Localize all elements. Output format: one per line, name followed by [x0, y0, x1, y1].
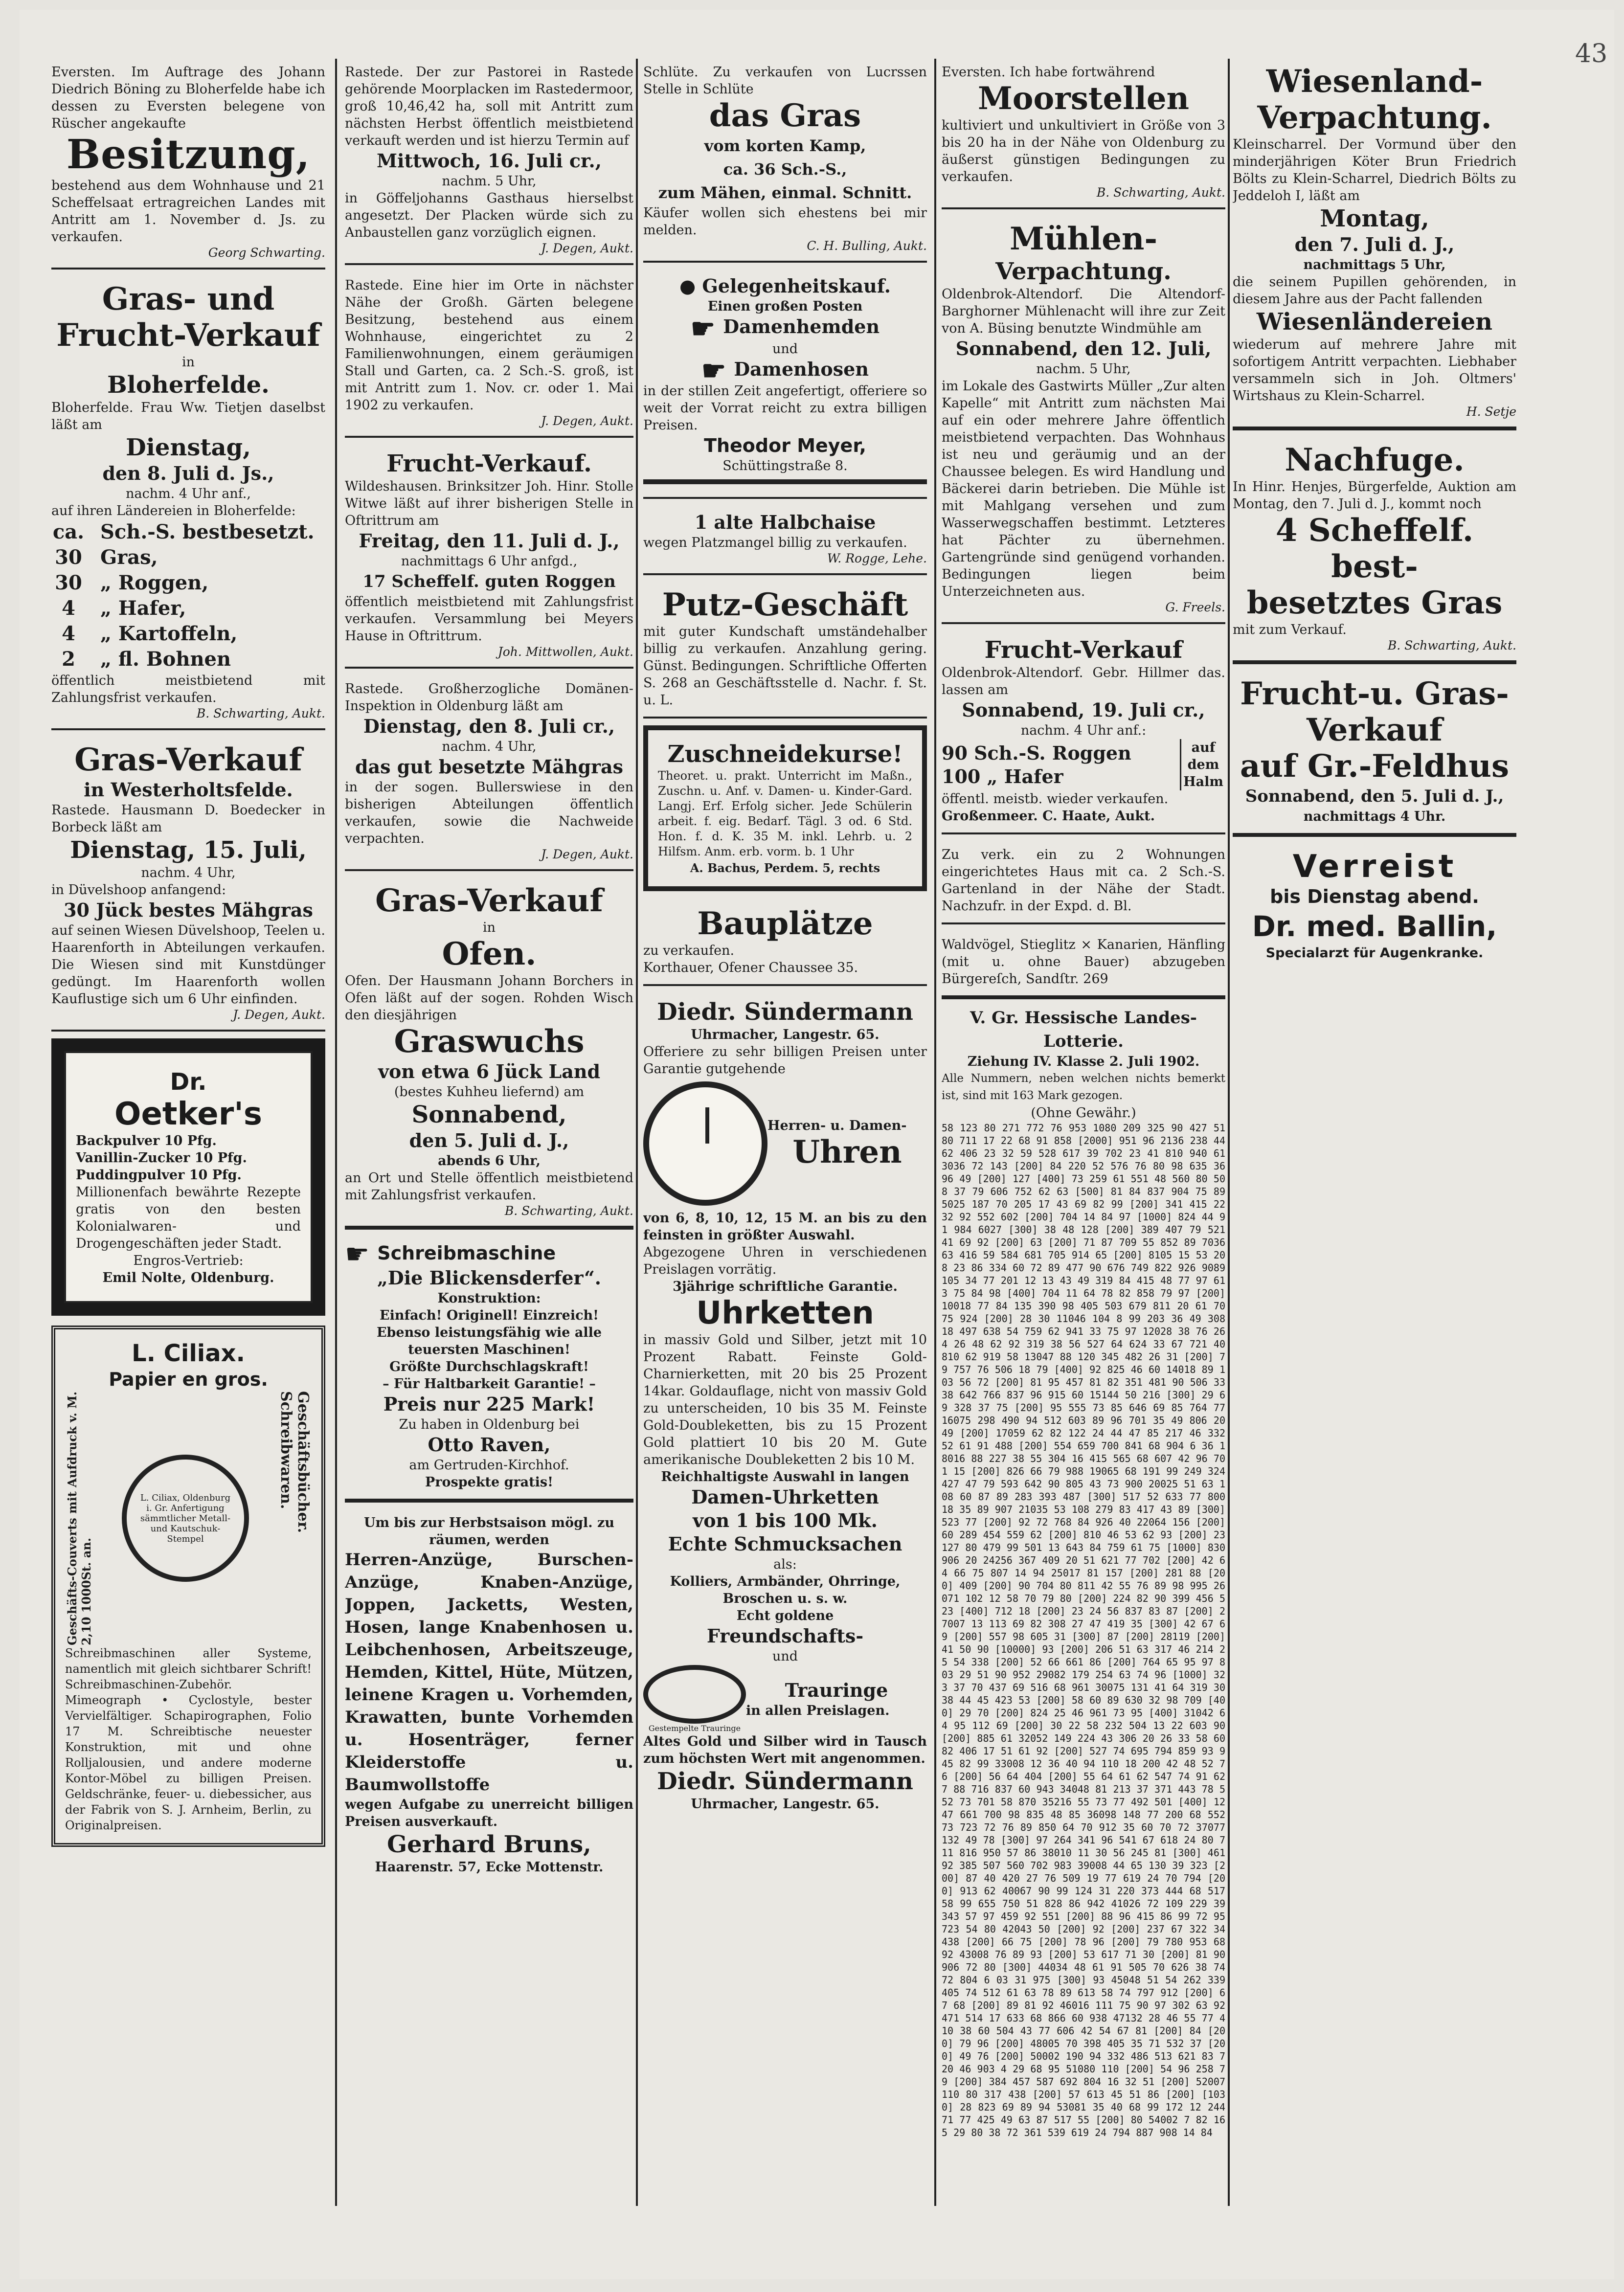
- ad-address: Haarenstr. 57, Ecke Mottenstr.: [375, 1859, 604, 1875]
- ad-place: Ofen.: [442, 936, 537, 972]
- ad-dr-oetker: [51, 1038, 325, 1316]
- ad-text: Offeriere zu sehr billigen Preisen unter Garantie gutgehende: [643, 1044, 927, 1077]
- pointing-hand-icon: ☛: [690, 312, 716, 345]
- ad-text: im Lokale des Gastwirts Müller „Zur alten Kapelle“ mit Antritt zum nächsten Mai auf ein oder mehrere Jahre öffentlich meistbietend verpachten. Das Wohnhaus ist neu und geräumig und an der Chaussee belegen. Es wird Handlung und Bäckerei darin betrieben. Die Mühle ist mit Mahlgang versehen und zum Wasserwegschaffen bestimmt. Letzteres hat Pächter zu übernehmen. Gartengründe sind genügend vorhanden. Bedingungen liegen beim Unterzeichneten aus.: [942, 379, 1225, 599]
- ad-name: Gerhard Bruns,: [387, 1830, 591, 1858]
- pointing-hand-icon: ☛: [345, 1238, 370, 1270]
- ad-text: Abgezogene Uhren in verschiedenen Preislagen vorrätig.: [643, 1245, 927, 1277]
- ad-item: 90 Sch.-S. Roggen: [942, 742, 1131, 764]
- ad-date: Dienstag, den 8. Juli cr.,: [363, 715, 615, 737]
- ad-signature: B. Schwarting, Aukt.: [1096, 185, 1225, 200]
- item-quantity: 2: [62, 648, 75, 671]
- ad-headline: Frucht-Verkauf: [56, 317, 320, 354]
- ad-maehgras-domaenen: [345, 675, 633, 871]
- oetker-card: [64, 1051, 313, 1303]
- ad-subheadline: ca. 36 Sch.-S.,: [723, 160, 847, 179]
- item-row: [643, 312, 927, 345]
- ad-signature: H. Setje: [1466, 404, 1516, 419]
- item-quantity: ca. 30: [52, 520, 85, 569]
- ad-text: Rastede. Der zur Pastorei in Rastede gehörende Moorplacken im Rastedermoor, groß 10,46,42 ha, soll mit Antritt zum nächsten Herbst öffentlich meistbietend verkauft werden und ist hierzu Termin auf: [345, 65, 633, 148]
- ad-text: zu verkaufen.: [643, 943, 735, 958]
- ad-time: nachmittags 4 Uhr.: [1303, 809, 1446, 824]
- ad-date: Sonnabend, den 12. Juli,: [955, 337, 1212, 360]
- ad-headline: Putz-Geschäft: [662, 586, 908, 623]
- ciliax-stamp: [98, 1455, 272, 1582]
- item-row: [51, 596, 325, 621]
- frucht-rows: [942, 739, 1225, 790]
- ad-headline: Uhrketten: [696, 1295, 874, 1331]
- ad-text: Konstruktion:: [437, 1290, 541, 1306]
- ad-gerhard-bruns: [345, 1509, 633, 1884]
- ad-text: (bestes Kuhheu liefernd) am: [394, 1084, 585, 1100]
- ad-name: Theodor Meyer,: [704, 435, 866, 456]
- ad-text: in massiv Gold und Silber, jetzt mit 10 Prozent Rabatt. Feinste Gold-Charnierketten, mit 20 bis 25 Prozent 14kar. Goldauflage, nicht von massiv Gold zu unterscheiden, 10 bis 35 M. Feinste Gold-Doubleketten, bis zu 15 Prozent Gold plattiert 10 bis 20 M. Gute amerikanische Doubleketten 2 bis 10 M.: [643, 1332, 927, 1467]
- column-rule: [1228, 59, 1230, 2206]
- ad-signature: C. H. Bulling, Aukt.: [807, 239, 927, 253]
- ad-headline: Verpachtung.: [995, 258, 1172, 285]
- oetker-product: Backpulver 10 Pfg.: [76, 1133, 217, 1148]
- ad-text: bestehend aus dem Wohnhause und 21 Scheffelsaat ertragreichen Landes mit Antritt am 1. November d. Js. zu verkaufen.: [51, 178, 325, 245]
- ad-text: an Ort und Stelle öffentlich meistbietend mit Zahlungsfrist verkaufen.: [345, 1170, 633, 1203]
- trauringe-label: [746, 1679, 927, 1719]
- ad-address: Schüttingstraße 8.: [722, 458, 848, 473]
- ad-verreist-ballin: [1233, 844, 1516, 969]
- ad-text: Eversten. Im Auftrage des Johann Diedrich Böning zu Bloherfelde habe ich dessen zu Eversten belegene von Rüscher angekaufte: [51, 65, 325, 131]
- ring-text: Gestempelte Trauringe: [648, 1724, 741, 1733]
- ad-text: Oldenbrok-Altendorf. Die Altendorf-Barghorner Mühlenacht will ihre zur Zeit von A. Büsing benutzte Windmühle am: [942, 287, 1225, 336]
- ad-text: Echt goldene: [736, 1608, 834, 1623]
- ad-headline: Verkauf: [1306, 712, 1443, 748]
- ad-text: Altes Gold und Silber wird in Tausch zum höchsten Wert mit angenommen.: [643, 1734, 927, 1766]
- ad-signature: B. Schwarting, Aukt.: [1387, 638, 1516, 652]
- ad-headline: Mühlen-: [1009, 221, 1158, 257]
- ad-day: Montag,: [1320, 205, 1429, 232]
- ad-gras-verkauf-ofen: [345, 878, 633, 1230]
- ad-item: Trauringe: [785, 1679, 888, 1701]
- ad-moorstellen: [942, 59, 1225, 209]
- ad-date: Freitag, den 11. Juli d. J.,: [359, 530, 620, 552]
- ciliax-subtitle: Papier en gros.: [109, 1369, 268, 1390]
- ad-text: Reichhaltigste Auswahl in langen: [661, 1469, 909, 1484]
- oetker-product: Vanillin-Zucker 10 Pfg.: [76, 1150, 247, 1166]
- ad-putz-geschaeft: [643, 582, 927, 719]
- oetker-title: Oetker's: [114, 1096, 262, 1132]
- ciliax-text: Schreibmaschinen aller Systeme, namentlich mit gleich sichtbarer Schrift! Schreibmaschinen-Zubehör. Mimeograph • Cyclostyle, bester Vervielfältiger. Schapirographen, Folio 17 M. Schreibtische neuester Konstruktion, mit und ohne Rolljalousien, und andere moderne Kontor-Möbel zu billigen Preisen. Geldschränke, feuer- u. diebessicher, aus der Fabrik von S. J. Arnheim, Berlin, zu Originalpreisen.: [65, 1646, 312, 1832]
- ad-text: die seinem Pupillen gehörenden, in diesem Jahre aus der Pacht fallenden: [1233, 274, 1516, 307]
- ad-signature: G. Freels.: [1165, 600, 1225, 614]
- ad-headline: Besitzung,: [66, 131, 311, 178]
- ad-text: öffentl. meistb. wieder verkaufen.: [942, 791, 1169, 807]
- ad-signature: B. Schwarting, Aukt.: [504, 1204, 633, 1218]
- ad-address: Uhrmacher, Langestr. 65.: [691, 1797, 880, 1812]
- ad-text: wegen Platzmangel billig zu verkaufen.: [643, 535, 907, 550]
- item-row: [51, 647, 325, 672]
- ad-signature: Korthauer, Ofener Chaussee 35.: [643, 960, 858, 975]
- ad-highlight: besetztes Gras: [1246, 584, 1503, 621]
- uhren-label: [767, 1117, 927, 1170]
- ad-signature: Joh. Mittwollen, Aukt.: [497, 645, 633, 659]
- ad-item: Damenhosen: [734, 358, 869, 380]
- ad-blickensderfer: [345, 1236, 633, 1503]
- ad-time: nachm. 5 Uhr,: [442, 174, 537, 189]
- ad-signature: J. Degen, Aukt.: [541, 414, 633, 428]
- ad-subheadline: vom korten Kamp,: [704, 136, 866, 155]
- column-1: [51, 59, 325, 1847]
- item-list: [51, 519, 325, 672]
- ad-text: Zu verk. ein zu 2 Wohnungen eingerichtetes Haus mit ca. 2 Sch.-S. Gartenland in der Nähe der Stadt. Nachzufr. in der Expd. d. Bl.: [942, 847, 1225, 914]
- ad-address: am Gertruden-Kirchhof.: [409, 1457, 569, 1473]
- lottery-numbers: 58 123 80 271 772 76 953 1080 209 325 90 427 51 80 711 17 22 68 91 858 [2000] 951 96 2136 238 44 62 406 23 32 59 528 617 39 702 23 41 810 940 61 3036 72 143 [200] 84 220 52 576 76 80 98 635 36 96 49 [200] 127 [400] 73 259 61 551 48 560 80 508 37 79 606 752 62 63 [500] 81 84 837 904 75 89 5025 187 70 205 17 43 69 82 99 [200] 341 415 22 32 92 552 602 [200] 704 14 84 97 [1000] 824 44 91 984 6027 [300] 38 48 128 [200] 389 407 79 521 41 69 92 [200] 63 [200] 71 87 709 55 852 89 7036 63 416 59 584 681 705 914 65 [200] 8105 15 53 208 23 86 334 60 72 89 477 90 676 749 822 926 9089 105 34 77 201 12 13 43 49 319 84 415 48 77 97 613 75 84 98 [400] 704 11 64 78 82 858 79 97 [200] 10018 77 84 135 390 98 405 503 679 811 20 61 70 75 924 [200] 28 30 11046 104 8 99 203 36 49 308 18 497 638 54 759 62 941 33 75 97 12028 38 76 264 26 48 62 92 319 38 56 527 64 624 33 67 721 40 810 62 919 58 13047 88 120 345 482 26 31 [200] 79 757 76 506 18 79 [400] 92 825 46 60 14018 89 103 56 72 [200] 81 95 457 81 82 351 481 90 506 33 38 642 766 837 96 915 60 15144 50 216 [300] 29 69 328 37 75 [200] 95 555 73 85 646 69 85 764 77 16075 298 490 94 512 603 89 96 701 35 49 806 20 49 [200] 17059 62 82 122 24 44 47 85 217 46 332 52 61 91 488 [200] 554 659 700 841 68 904 6 36 18016 88 227 38 55 304 16 415 565 68 607 42 96 701 15 [200] 826 66 79 988 19065 68 191 99 249 324 427 47 79 593 642 90 805 43 73 900 20025 51 63 108 60 87 89 283 393 487 [300] 517 52 633 77 800 18 35 89 907 21035 53 108 279 83 417 43 89 [300] 523 77 [200] 92 72 768 84 926 40 22064 156 [200] 60 289 454 559 62 [200] 810 46 53 62 93 [200] 23127 80 479 99 501 13 643 84 759 61 75 [1000] 830 906 20 24256 367 409 20 51 621 77 702 [200] 42 64 66 75 807 14 94 25017 81 157 [200] 281 88 [200] 409 [200] 90 704 80 811 42 55 76 89 98 995 26071 102 12 58 70 79 80 [200] 224 82 90 399 456 523 [400] 712 18 [200] 23 24 56 837 83 87 [200] 27007 13 113 69 82 308 27 47 419 35 [300] 42 67 69 [200] 557 98 605 31 [300] 87 [200] 28119 [200] 41 50 90 [10000] 93 [200] 206 51 63 317 46 214 25 54 338 [200] 52 66 661 86 [200] 764 65 95 97 803 29 51 90 952 29082 179 254 63 74 96 [1000] 323 37 70 437 69 516 68 961 30075 131 41 64 319 30 38 44 45 423 53 [200] 58 60 89 630 32 98 709 [400] 29 70 [200] 824 25 46 961 73 95 [400] 31042 64 95 112 69 [200] 30 22 58 232 504 13 22 603 90 [200] 885 61 32052 149 224 43 306 20 26 33 58 60 82 406 17 51 61 92 [200] 527 74 695 794 859 93 945 82 99 33008 12 36 40 94 110 18 200 42 48 52 76 [200] 56 64 404 [200] 55 64 61 62 547 74 91 627 88 716 837 60 943 34048 81 213 37 371 443 78 552 73 701 58 870 35216 55 73 77 492 501 [400] 12 47 661 700 98 835 48 85 36098 148 77 200 68 552 73 723 72 76 89 850 64 70 912 35 60 70 72 37077 132 49 78 [300] 97 264 341 96 541 67 618 24 80 711 816 950 57 86 38010 11 30 56 245 81 [300] 461 92 385 507 560 702 983 39008 44 65 130 39 323 [200] 87 40 420 27 76 509 19 77 619 24 70 794 [200] 913 62 40067 90 99 124 31 220 373 444 68 517 58 99 655 750 51 828 86 942 41026 72 109 229 39 343 57 97 459 92 551 [200] 88 96 415 86 99 72 95 723 54 80 42043 50 [200] 92 [200] 237 67 322 34 438 [200] 66 75 [200] 78 96 [200] 79 780 953 68 92 43008 76 89 93 [200] 53 617 71 30 [200] 81 90 906 72 80 [300] 44034 48 61 91 505 70 626 38 74 72 804 6 03 31 975 [300] 93 45048 51 54 262 339 405 74 512 61 63 78 89 613 58 74 797 912 [200] 67 68 [200] 89 81 92 46016 111 75 90 97 302 63 92 471 514 17 633 68 866 60 938 47132 28 46 55 77 410 38 60 504 43 77 606 42 54 67 81 [200] 84 [200] 79 96 [200] 48005 70 398 405 35 71 532 37 [200] 49 76 [200] 50002 190 94 332 486 513 621 83 720 46 903 4 29 68 95 51080 110 [200] 54 96 258 79 [200] 384 457 587 692 804 16 32 51 [200] 52007 110 80 317 438 [200] 57 613 45 51 86 [200] [1030] 28 823 69 89 94 53081 35 40 68 99 172 12 244 71 77 425 49 63 87 517 55 [200] 80 54002 7 82 165 29 80 38 72 361 539 619 24 794 887 908 14 84: [942, 1122, 1225, 2138]
- ad-headline: Moorstellen: [977, 80, 1190, 117]
- ad-day: Dienstag,: [126, 434, 251, 461]
- ad-subheadline: bis Dienstag abend.: [1270, 886, 1479, 907]
- item-quantity: 30: [55, 571, 82, 594]
- ad-name: Otto Raven,: [428, 1433, 551, 1456]
- ring-badge: [643, 1665, 746, 1733]
- ad-item-list: Herren-Anzüge, Burschen-Anzüge, Knaben-Anzüge, Joppen, Jacketts, Westen, Hosen, lange Knabenhosen u. Leibchenhosen, Arbeitszeuge, Hemden, Kittel, Hüte, Mützen, leinene Kragen u. Vorhemden, Krawatten, bunte Vorhemden u. Hosenträger, ferner Kleiderstoffe u. Baumwollstoffe: [345, 1550, 633, 1795]
- ad-date: Sonnabend, 19. Juli cr.,: [962, 699, 1205, 721]
- ad-date: den 5. Juli d. J.,: [409, 1129, 569, 1151]
- wedding-ring-icon: [643, 1665, 746, 1724]
- ad-moorplacken-rastede: [345, 59, 633, 265]
- ad-signature: J. Degen, Aukt.: [541, 241, 633, 255]
- item-quantity: 4: [62, 597, 75, 620]
- ad-headline: „Die Blickensderfer“.: [377, 1266, 602, 1289]
- ad-headline: Verreist: [1292, 849, 1457, 885]
- frucht-items: [942, 742, 1180, 788]
- ad-text: Rastede. Eine hier im Orte in nächster Nähe der Großh. Gärten belegene Besitzung, bestehend aus einem Wohnhause, eingerichtet zu 2 Familienwohnungen, einem geräumigen Stall und Garten, ca. 2 Sch.-S. groß, ist mit Antritt zum 1. Nov. cr. oder 1. Mai 1902 zu verkaufen.: [345, 278, 633, 413]
- ad-text: Oldenbrok-Altendorf. Gebr. Hillmer das. lassen am: [942, 665, 1225, 697]
- oetker-firm: Emil Nolte, Oldenburg.: [102, 1270, 274, 1285]
- ad-time: nachmittags 6 Uhr anfgd.,: [401, 554, 578, 569]
- ad-text: Kolliers, Armbänder, Ohrringe, Broschen u. s. w.: [670, 1574, 901, 1606]
- ad-subheadline: in Westerholtsfelde.: [84, 779, 293, 801]
- ad-headline: Zuschneidekurse!: [667, 741, 903, 768]
- ad-signature: Georg Schwarting.: [208, 246, 325, 260]
- item-name: „ Kartoffeln,: [100, 622, 238, 645]
- ad-text: Ebenso leistungsfähig wie alle teuersten Maschinen!: [376, 1325, 602, 1357]
- bullet-icon: ●: [679, 275, 702, 297]
- ad-text: mit guter Kundschaft umständehalber billig zu verkaufen. Anzahlung gering. Günst. Bedingungen. Schriftliche Offerten S. 268 an Geschäftsstelle d. Nachr. f. St. u. L.: [643, 624, 927, 708]
- ad-besitzung-rastede: [345, 272, 633, 438]
- ciliax-side-text: Geschäftsbücher. Schreibwaren.: [277, 1391, 312, 1533]
- ad-signature: J. Degen, Aukt.: [541, 847, 633, 861]
- column-5: [1233, 59, 1516, 976]
- item-row: [51, 519, 325, 570]
- item-row: [51, 570, 325, 596]
- ad-day: Sonnabend,: [411, 1101, 567, 1128]
- ad-headline: auf Gr.-Feldhus: [1240, 748, 1509, 785]
- ad-item: Freundschafts-: [706, 1625, 864, 1647]
- ad-text: in der sogen. Bullerswiese in den bisherigen Abteilungen öffentlich verkaufen, sowie die Nachweide verpachten.: [345, 780, 633, 846]
- ad-name: Diedr. Sündermann: [657, 1768, 913, 1795]
- ad-time: nachm. 4 Uhr anf.,: [126, 486, 251, 501]
- ad-text: Rastede. Großherzogliche Domänen-Inspektion in Oldenburg läßt am: [345, 681, 633, 714]
- ad-text: Prospekte gratis!: [425, 1474, 553, 1490]
- column-3: [643, 59, 927, 1827]
- item-name: Sch.-S. bestbesetzt. Gras,: [100, 520, 315, 569]
- item-quantity: 4: [62, 622, 75, 645]
- ad-time: nachm. 5 Uhr,: [1036, 361, 1131, 377]
- ad-time: nachmittags 5 Uhr,: [1303, 257, 1446, 272]
- trauringe-row: [643, 1665, 927, 1733]
- ad-time: nachm. 4 Uhr,: [442, 739, 537, 754]
- ad-highlight: das gut besetzte Mähgras: [355, 756, 624, 778]
- ad-text: Bloherfelde. Frau Ww. Tietjen daselbst läßt am: [51, 400, 325, 432]
- stamp-text: L. Ciliax, Oldenburg i. Gr. Anfertigung sämmtlicher Metall- und Kautschuk-Stempel: [140, 1492, 231, 1544]
- lottery-title: V. Gr. Hessische Landes-Lotterie.: [970, 1008, 1197, 1051]
- ad-highlight: 30 Jück bestes Mähgras: [64, 899, 313, 921]
- ad-text: und: [772, 341, 798, 357]
- ad-text: auf ihren Ländereien in Bloherfelde:: [51, 503, 296, 518]
- ad-item: Damenhemden: [723, 315, 880, 337]
- ad-signature: Großenmeer. C. Haate, Aukt.: [942, 809, 1155, 824]
- pocket-watch-icon: [643, 1081, 767, 1206]
- ad-item: 100 „ Hafer: [942, 765, 1063, 787]
- ad-text: Einen großen Posten: [707, 299, 863, 314]
- ad-text: Um bis zur Herbstsaison mögl. zu räumen, werden: [364, 1515, 614, 1548]
- lottery-disclaimer: (Ohne Gewähr.): [1031, 1105, 1136, 1121]
- column-rule: [636, 59, 638, 2206]
- ad-headline: Bauplätze: [697, 905, 873, 942]
- ad-headline: Gras-Verkauf: [74, 742, 302, 778]
- item-row: [51, 621, 325, 647]
- ad-highlight: Wiesenländereien: [1256, 308, 1493, 336]
- gelegenheitskauf-title: [643, 274, 927, 298]
- ad-date: Mittwoch, 16. Juli cr.,: [376, 150, 602, 172]
- ad-text: wiederum auf mehrere Jahre mit sofortigem Antritt verpachten. Liebhaber versammeln sich in Joh. Oltmers' Wirtshaus zu Klein-Scharrel.: [1233, 337, 1516, 404]
- ad-highlight: Graswuchs: [394, 1023, 585, 1060]
- ad-halbchaise: [643, 506, 927, 575]
- ad-text: in Göffeljohanns Gasthaus hierselbst angesetzt. Der Placken würde sich zu Anbaustellen ganz vorzüglich eignen.: [345, 191, 633, 240]
- ad-headline: das Gras: [709, 97, 861, 134]
- ad-frucht-verkauf-wildeshausen: [345, 445, 633, 669]
- ad-wiesenland-verpachtung: [1233, 59, 1516, 430]
- ad-text: Rastede. Hausmann D. Boedecker in Borbeck läßt am: [51, 803, 325, 835]
- ad-signature: B. Schwarting, Aukt.: [196, 706, 325, 720]
- oetker-title: Dr.: [170, 1068, 207, 1096]
- ad-text: Eversten. Ich habe fortwährend: [942, 65, 1155, 80]
- ad-frucht-verkauf-hillmer: [942, 631, 1225, 834]
- ad-ciliax: [51, 1326, 325, 1847]
- ad-gelegenheitskauf: [643, 270, 927, 499]
- ad-text: in allen Preislagen.: [746, 1703, 890, 1718]
- ad-role: Specialarzt für Augenkranke.: [1265, 945, 1484, 961]
- ad-text: Schlüte. Zu verkaufen von Lucrssen Stelle in Schlüte: [643, 65, 927, 97]
- ad-text: als:: [773, 1557, 797, 1572]
- ad-side-note: auf dem Halm: [1180, 739, 1225, 790]
- ad-item: Echte Schmucksachen: [668, 1533, 902, 1555]
- ad-headline: Frucht-Verkauf: [984, 636, 1183, 664]
- ad-gras-verkauf-westerholtsfelde: [51, 737, 325, 1032]
- ad-text: in: [181, 355, 195, 370]
- item-name: „ Roggen,: [100, 571, 209, 594]
- column-rule: [335, 59, 337, 2206]
- ad-text: Größte Durchschlagskraft!: [389, 1359, 589, 1374]
- ad-text: In Hinr. Henjes, Bürgerfelde, Auktion am Montag, den 7. Juli d. J., kommt noch: [1233, 479, 1516, 512]
- ad-nachfuge: [1233, 437, 1516, 664]
- ad-text: von 6, 8, 10, 12, 15 M. an bis zu den feinsten in größter Auswahl.: [643, 1211, 927, 1243]
- item-name: „ fl. Bohnen: [100, 648, 231, 671]
- pointing-hand-icon: ☛: [701, 355, 726, 387]
- ad-highlight: 17 Scheffelf. guten Roggen: [362, 572, 616, 591]
- column-2: [345, 59, 633, 1890]
- ad-signature: W. Rogge, Lehe.: [827, 551, 927, 565]
- ad-text: Ofen. Der Hausmann Johann Borchers in Ofen läßt auf der sogen. Rohden Wisch den diesjährigen: [345, 973, 633, 1023]
- ad-headline: Frucht-u. Gras-: [1240, 675, 1509, 712]
- ad-headline: Gras- und: [102, 281, 275, 317]
- ad-text: Herren- u. Damen-: [767, 1118, 907, 1133]
- uhren-row: [643, 1078, 927, 1210]
- ad-text: Käufer wollen sich ehestens bei mir melden.: [643, 205, 927, 238]
- lottery-note: Alle Nummern, neben welchen nichts bemerkt ist, sind mit 163 Mark gezogen.: [942, 1072, 1225, 1102]
- ad-headline: Schreibmaschine: [377, 1242, 556, 1264]
- ad-zuschneidekurse: [643, 725, 927, 891]
- ad-date: Sonnabend, den 5. Juli d. J.,: [1245, 786, 1504, 806]
- ad-subheadline: zum Mähen, einmal. Schnitt.: [658, 183, 912, 202]
- ciliax-side-text: Geschäfts-Couverts mit Aufdruck v. M. 2,10 1000St. an.: [65, 1391, 93, 1645]
- ad-text: in Düvelshoop anfangend:: [51, 882, 226, 898]
- lottery-draw-date: Ziehung IV. Klasse 2. Juli 1902.: [967, 1054, 1200, 1069]
- ad-gr-feldhus: [1233, 671, 1516, 837]
- ad-date: den 8. Juli d. Js.,: [102, 462, 274, 484]
- ad-text: Waldvögel, Stieglitz × Kanarien, Hänfling (mit u. ohne Bauer) abzugeben Bürgereſch, Sandſtr. 269: [942, 937, 1225, 987]
- ad-text: öffentlich meistbietend mit Zahlungsfrist verkaufen. Versammlung bei Meyers Hause in Oftrittrum.: [345, 594, 633, 644]
- ad-text: Einfach! Originell! Einzreich!: [380, 1307, 599, 1323]
- ad-address: Uhrmacher, Langestr. 65.: [691, 1027, 880, 1042]
- ad-headline: Gelegenheitskauf.: [702, 275, 891, 297]
- oetker-text: Engros-Vertrieb:: [133, 1253, 244, 1268]
- ad-muehlen-verpachtung: [942, 216, 1225, 624]
- ad-time: abends 6 Uhr,: [438, 1153, 541, 1168]
- column-rule: [934, 59, 936, 2206]
- ad-signature: A. Bachus, Perdem. 5, rechts: [690, 861, 880, 875]
- ad-text: mit zum Verkauf.: [1233, 622, 1347, 637]
- ad-headline: Nachfuge.: [1285, 442, 1465, 478]
- ad-text: von 1 bis 100 Mk.: [693, 1509, 878, 1531]
- ad-text: 3jährige schriftliche Garantie.: [673, 1279, 898, 1294]
- item-row: [643, 355, 927, 387]
- ad-subheadline: von etwa 6 Jück Land: [378, 1060, 601, 1082]
- page-number: 43: [1575, 39, 1608, 68]
- oetker-product: Puddingpulver 10 Pfg.: [76, 1168, 242, 1183]
- ad-text: Kleinscharrel. Der Vormund über den minderjährigen Köter Brun Friedrich Bölts zu Klein-Scharrel, Diedrich Bölts zu Jeddeloh I, läßt am: [1233, 137, 1516, 203]
- ad-text: – Für Haltbarkeit Garantie! –: [383, 1376, 596, 1392]
- ad-name: Diedr. Sündermann: [657, 998, 913, 1026]
- ad-text: in: [482, 920, 496, 935]
- ad-text: Theoret. u. prakt. Unterricht im Maßn., Zuschn. u. Anf. v. Damen- u. Kinder-Gard. Langj. Erf. Erfolg sicher. Jede Schülerin arbeit. f. eig. Bedarf. Tägl. 3 od. 6 Std. Hon. f. d. K. 35 M. inkl. Lehrb. u. 2 Hilfsm. Anm. erb. vorm. b. 1 Uhr: [658, 769, 912, 858]
- ciliax-title: L. Ciliax.: [132, 1340, 245, 1367]
- ad-headline: Verpachtung.: [1257, 99, 1492, 136]
- ad-haus-verkauf: [942, 841, 1225, 924]
- ad-besitzung-eversten: [51, 59, 325, 270]
- ad-date: den 7. Juli d. J.,: [1294, 233, 1455, 255]
- ad-item: Uhren: [792, 1133, 902, 1170]
- ad-waldvoegel: [942, 931, 1225, 999]
- ad-price: Preis nur 225 Mark!: [383, 1393, 595, 1415]
- ad-time: nachm. 4 Uhr anf.:: [1020, 723, 1147, 738]
- ad-suendermann: [643, 993, 927, 1820]
- ad-name: Dr. med. Ballin,: [1252, 910, 1497, 943]
- column-4: [942, 59, 1225, 2139]
- ad-headline: Frucht-Verkauf.: [386, 450, 592, 477]
- ad-text: auf seinen Wiesen Düvelshoop, Teelen u. Haarenforth in Abteilungen verkaufen. Die Wiesen sind mit Kunstdünger gedüngt. Im Haarenforth wollen Kauflustige sich um 6 Uhr einfinden.: [51, 923, 325, 1007]
- ad-text: kultiviert und unkultiviert in Größe von 3 bis 20 ha in der Nähe von Oldenburg zu äußerst günstigen Bedingungen zu verkaufen.: [942, 118, 1225, 184]
- ad-text: wegen Aufgabe zu unerreicht billigen Preisen ausverkauft.: [345, 1797, 633, 1829]
- lottery-results: [942, 1006, 1225, 2139]
- divider: [643, 479, 927, 484]
- ad-text: in der stillen Zeit angefertigt, offeriere so weit der Vorrat reicht zu extra billigen Preisen.: [643, 383, 927, 433]
- ad-headline: 1 alte Halbchaise: [694, 511, 876, 533]
- item-name: „ Hafer,: [100, 597, 186, 620]
- ad-text: Zu haben in Oldenburg bei: [399, 1416, 580, 1432]
- ciliax-middle: [65, 1391, 312, 1645]
- ad-headline: Wiesenland-: [1266, 63, 1483, 100]
- oetker-text: Millionenfach bewährte Rezepte gratis von den besten Kolonialwaren- und Drogengeschäften jeder Stadt.: [76, 1185, 301, 1251]
- ad-date: Dienstag, 15. Juli,: [70, 836, 307, 864]
- ad-time: nachm. 4 Uhr,: [141, 865, 236, 880]
- ad-text: und: [772, 1649, 798, 1664]
- ad-highlight: 4 Scheffelf. best-: [1275, 512, 1474, 585]
- ad-gras-frucht-verkauf: [51, 276, 325, 730]
- ad-headline: Gras-Verkauf: [375, 882, 603, 919]
- ad-text: öffentlich meistbietend mit Zahlungsfrist verkaufen.: [51, 673, 325, 705]
- stamp-icon: [122, 1455, 249, 1582]
- ad-gras-schluete: [643, 59, 927, 263]
- ad-signature: J. Degen, Aukt.: [233, 1008, 325, 1022]
- ad-place: Bloherfelde.: [107, 371, 270, 399]
- ad-item: Damen-Uhrketten: [691, 1486, 879, 1508]
- ad-bauplaetze: [643, 901, 927, 986]
- blickensderfer-title-row: [345, 1238, 633, 1270]
- ad-text: Wildeshausen. Brinksitzer Joh. Hinr. Stolle Witwe läßt auf ihrer bisherigen Stelle in Oftrittrum am: [345, 479, 633, 528]
